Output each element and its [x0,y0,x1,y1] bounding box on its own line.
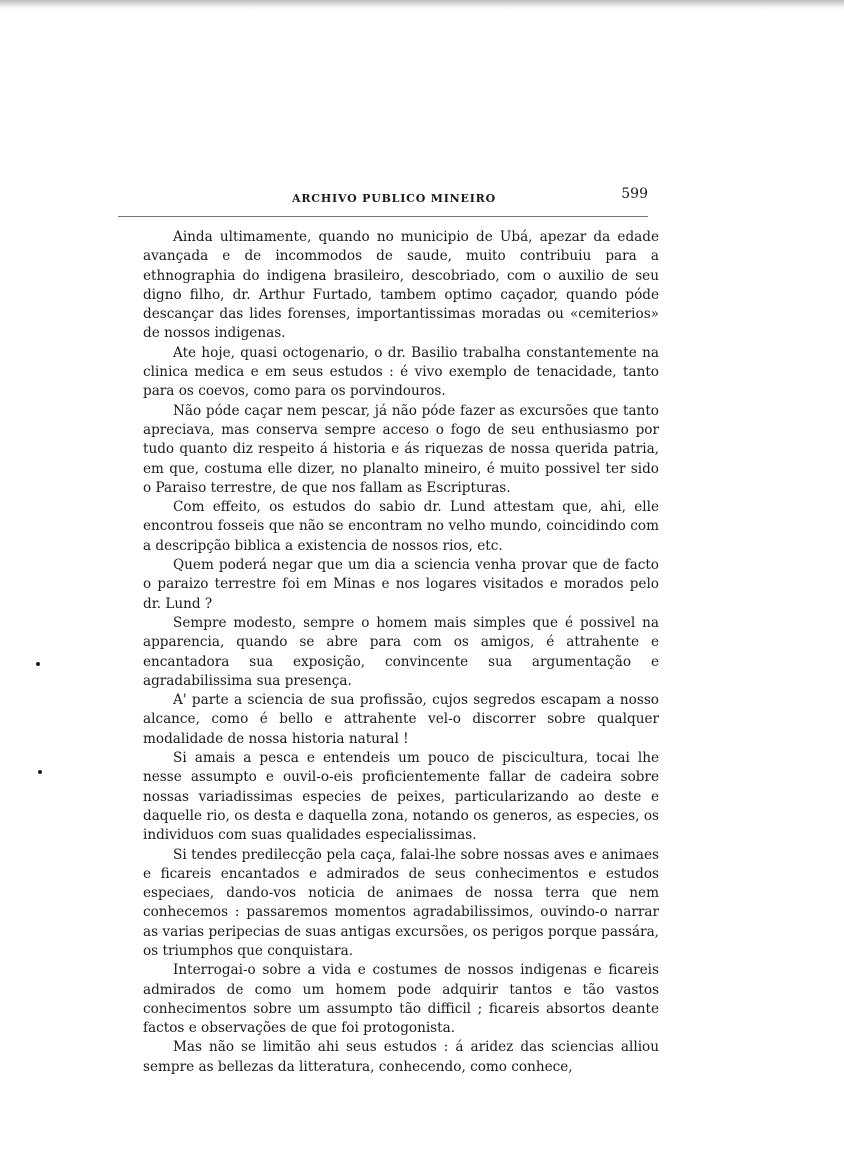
running-title: ARCHIVO PUBLICO MINEIRO [292,192,496,205]
paragraph: Ainda ultimamente, quando no municipio de Ubá, apezar da edade avançada e de incommodos de saude, muito contribuiu para a ethnographia do indigena brasileiro, descobriado, com o auxilio de seu digno filho, dr. Arthur Furtado, tambem optimo caçador, quando póde descançar das lides forenses, importantissimas moradas ou «cemiterios» de nossos indigenas. [143,229,659,342]
paragraph: Si amais a pesca e entendeis um pouco de piscicultura, tocai lhe nesse assumpto e ouvil-o-eis proficientemente fallar de cadeira sobre nossas variadissimas especies de peixes, particularizando ao deste e daquelle rio, os desta e daquella zona, notando os generos, as especies, os individuos com suas qualidades especialissimas. [143,750,659,844]
paragraph: Não póde caçar nem pescar, já não póde fazer as excursões que tanto apreciava, mas conserva sempre acceso o fogo de seu enthusiasmo por tudo quanto diz respeito á historia e ás riquezas de nossa querida patria, em que, costuma elle dizer, no planalto mineiro, é muito possivel ter sido o Paraiso terrestre, de que nos fallam as Escripturas. [143,402,659,496]
paragraph: A' parte a sciencia de sua profissão, cujos segredos escapam a nosso alcance, como é bello e attrahente vel-o discorrer sobre qualquer modalidade de nossa historia natural ! [143,692,659,747]
paragraph: Mas não se limitão ahi seus estudos : á aridez das sciencias alliou sempre as bellezas da litteratura, conhecendo, como conhece, [143,1039,659,1075]
body-text [143,228,659,1077]
header-rule [118,216,648,217]
page-top-edge [0,0,844,10]
paragraph: Ate hoje, quasi octogenario, o dr. Basilio trabalha constantemente na clinica medica e em seus estudos : é vivo exemplo de tenacidade, tanto para os coevos, como para os porvindouros. [143,344,659,400]
paragraph: Interrogai-o sobre a vida e costumes de nossos indigenas e ficareis admirados de como um homem pode adquirir tantos e tão vastos conhecimentos sobre um assumpto tão difficil ; ficareis absortos deante factos e observações de que foi protogonista. [143,962,659,1037]
paragraph: Com effeito, os estudos do sabio dr. Lund attestam que, ahi, elle encontrou fosseis que não se encontram no velho mundo, coincidindo com a descripção biblica a existencia de nossos rios, etc. [143,499,659,554]
paragraph: Sempre modesto, sempre o homem mais simples que é possivel na apparencia, quando se abre para com os amigos, é attrahente e encantadora sua exposição, convincente sua argumentação e agradabilissima sua presença. [143,614,659,689]
page-number: 599 [621,186,648,202]
margin-mark [38,770,42,774]
paragraph: Si tendes predilecção pela caça, falai-lhe sobre nossas aves e animaes e ficareis encantados e admirados de seus conhecimentos e estudos especiaes, dando-vos noticia de animaes de nossa terra que nem conhecemos : passaremos momentos agradabilissimos, ouvindo-o narrar as varias peripecias de suas antigas excursões, os perigos porque passára, os triumphos que conquistara. [143,846,659,959]
paragraph: Quem poderá negar que um dia a sciencia venha provar que de facto o paraizo terrestre foi em Minas e nos logares visitados e morados pelo dr. Lund ? [143,557,659,612]
margin-mark [36,662,40,666]
page-header [170,186,648,210]
